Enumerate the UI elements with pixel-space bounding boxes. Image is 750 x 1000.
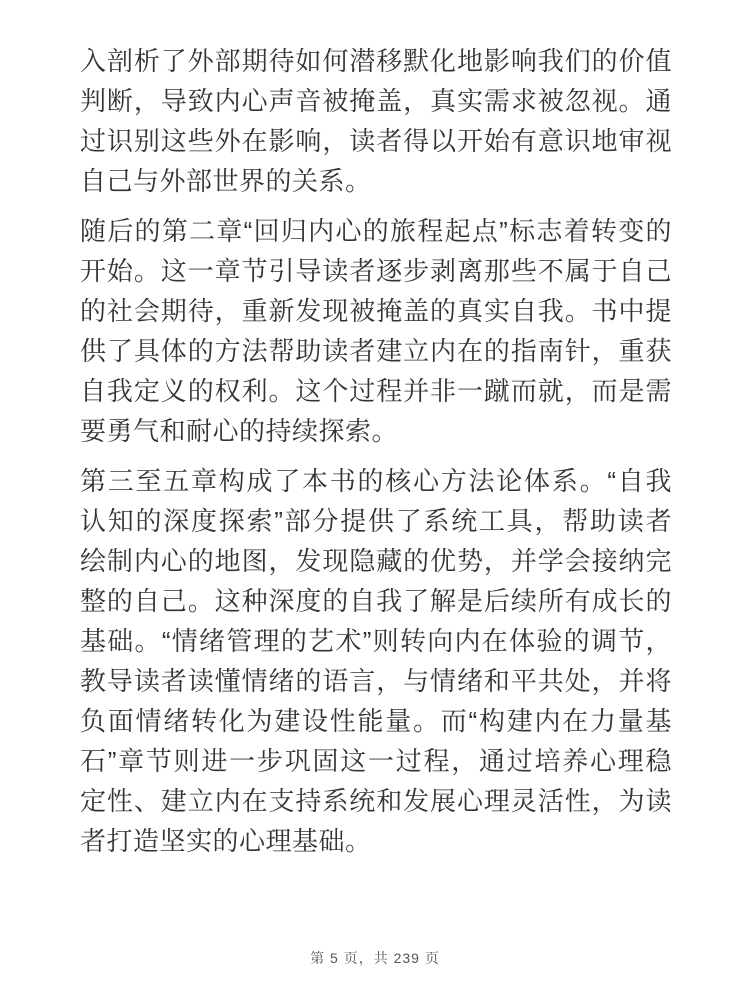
body-paragraph: 入剖析了外部期待如何潜移默化地影响我们的价值判断，导致内心声音被掩盖，真实需求被忽视。通过识别这些外在影响，读者得以开始有意识地审视自己与外部世界的关系。 <box>80 46 672 196</box>
body-paragraph: 随后的第二章“回归内心的旅程起点”标志着转变的开始。这一章节引导读者逐步剥离那些不属于自己的社会期待，重新发现被掩盖的真实自我。书中提供了具体的方法帮助读者建立内在的指南针，重获自我定义的权利。这个过程并非一蹴而就，而是需要勇气和耐心的持续探索。 <box>80 216 672 446</box>
page-number-indicator: 第 5 页，共 239 页 <box>310 950 440 966</box>
page-body-text <box>80 41 672 871</box>
body-paragraph: 第三至五章构成了本书的核心方法论体系。“自我认知的深度探索”部分提供了系统工具，帮助读者绘制内心的地图，发现隐藏的优势，并学会接纳完整的自己。这种深度的自我了解是后续所有成长的基础。“情绪管理的艺术”则转向内在体验的调节，教导读者读懂情绪的语言，与情绪和平共处，并将负面情绪转化为建设性能量。而“构建内在力量基石”章节则进一步巩固这一过程，通过培养心理稳定性、建立内在支持系统和发展心理灵活性，为读者打造坚实的心理基础。 <box>80 466 672 856</box>
